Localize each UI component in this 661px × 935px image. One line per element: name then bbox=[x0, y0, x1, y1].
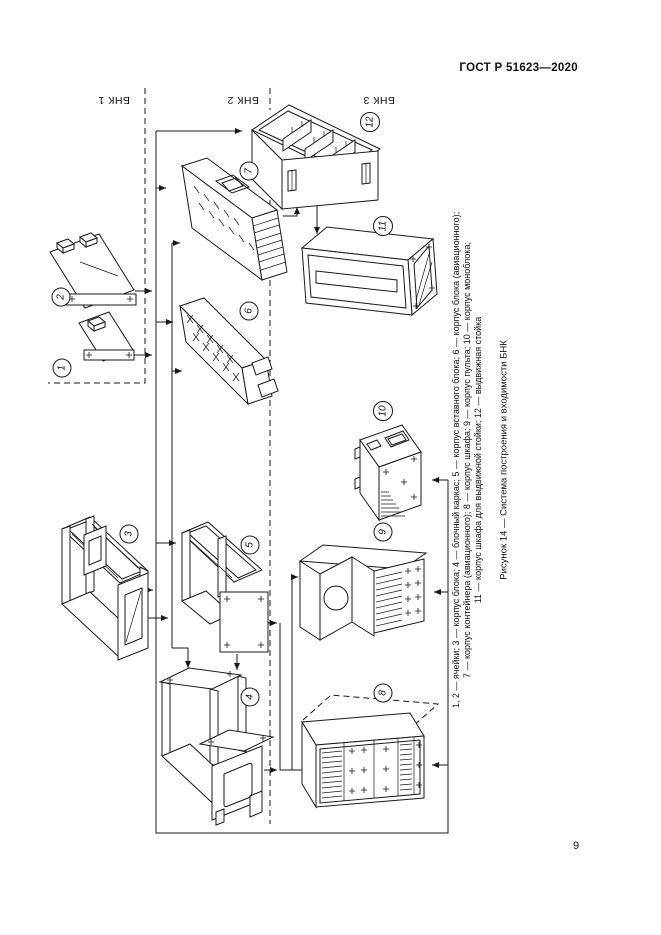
svg-text:4: 4 bbox=[244, 694, 256, 700]
item-6-badge bbox=[240, 302, 258, 320]
drawing-item-9-console bbox=[300, 545, 426, 640]
svg-text:11: 11 bbox=[377, 220, 389, 232]
svg-text:3: 3 bbox=[123, 531, 135, 537]
item-2-badge bbox=[52, 288, 70, 306]
tier-label-bnk-1: БНК 1 bbox=[98, 94, 130, 106]
tier-label-bnk-2: БНК 2 bbox=[227, 94, 259, 106]
drawing-item-8-cabinet bbox=[302, 695, 438, 807]
caption-legend-line-3: 11 — корпус шкафа для выдвижной стойки; 12 — выдвижная стойка bbox=[473, 316, 483, 604]
drawing-item-6-aviation-block bbox=[180, 298, 278, 404]
svg-text:12: 12 bbox=[364, 116, 376, 128]
item-10-badge bbox=[374, 402, 393, 421]
svg-text:10: 10 bbox=[377, 405, 389, 417]
drawing-item-11-rack-cabinet bbox=[302, 227, 437, 315]
caption-legend-line-2: 7 — корпус контейнера (авиационного); 8 — корпус шкафа; 9 — корпус пульта; 10 — корпус моноблока; bbox=[462, 241, 472, 679]
svg-text:8: 8 bbox=[377, 690, 389, 696]
item-11-badge bbox=[374, 217, 393, 236]
doc-header: ГОСТ Р 51623—2020 bbox=[459, 62, 578, 74]
tier-label-bnk-3: БНК 3 bbox=[363, 94, 395, 106]
item-3-badge bbox=[120, 525, 138, 543]
item-4-badge bbox=[241, 688, 259, 706]
page-number: 9 bbox=[573, 840, 580, 852]
item-5-badge bbox=[241, 536, 259, 554]
svg-text:2: 2 bbox=[55, 294, 67, 300]
item-9-badge bbox=[374, 523, 392, 541]
caption-legend-line-1: 1, 2 — ячейки; 3 — корпус блока; 4 — блочный каркас; 5 — корпус вставного блока; 6 — корпус блока (авиационного); bbox=[451, 211, 461, 709]
svg-text:7: 7 bbox=[243, 168, 255, 174]
item-8-badge bbox=[374, 684, 392, 702]
item-12-badge bbox=[361, 113, 380, 132]
caption-figure-title: Рисунок 14 — Система построения и входимости БНК bbox=[498, 340, 510, 580]
figure-caption bbox=[451, 212, 510, 708]
item-1-badge bbox=[53, 359, 71, 377]
svg-text:9: 9 bbox=[377, 529, 389, 535]
drawing-item-1-cell bbox=[79, 312, 134, 361]
svg-text:5: 5 bbox=[244, 542, 256, 548]
svg-text:1: 1 bbox=[56, 365, 68, 371]
item-7-badge bbox=[240, 162, 258, 180]
drawing-item-10-monoblock bbox=[355, 425, 421, 520]
tier-labels bbox=[98, 94, 395, 106]
svg-text:6: 6 bbox=[243, 308, 255, 314]
